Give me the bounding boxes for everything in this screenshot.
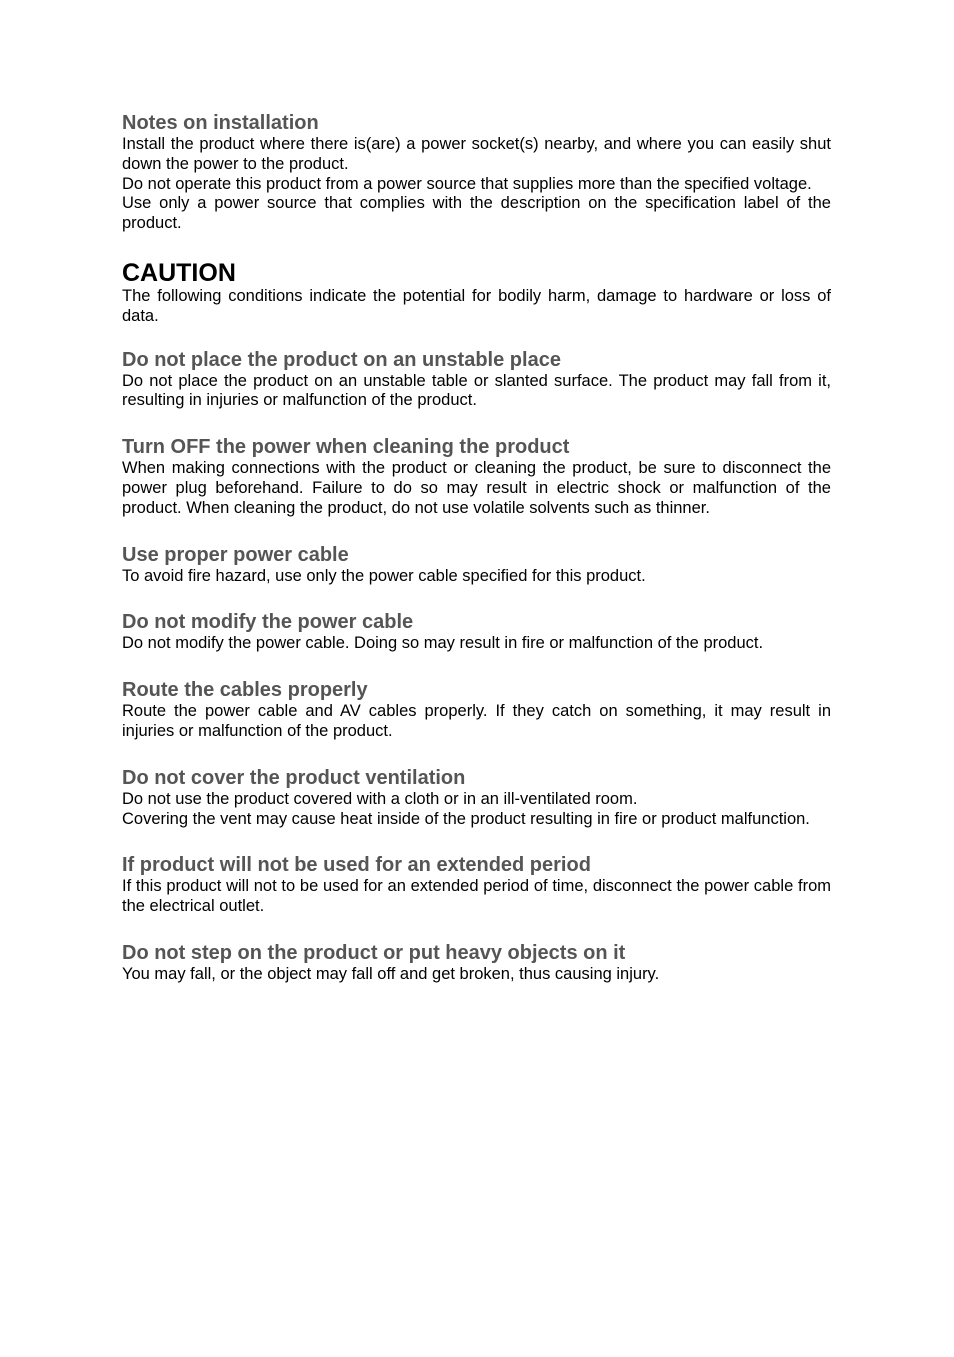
section-heading: If product will not be used for an extended period: [122, 854, 591, 877]
caution-section: [122, 259, 831, 327]
caution-heading: CAUTION: [122, 258, 236, 287]
section-heading: Do not step on the product or put heavy objects on it: [122, 941, 626, 964]
section-power-off-cleaning: [122, 436, 831, 518]
section-paragraph: To avoid fire hazard, use only the power cable specified for this product.: [122, 566, 646, 585]
notes-heading: Notes on installation: [122, 112, 319, 134]
section-unstable-place: [122, 349, 831, 412]
section-paragraph: You may fall, or the object may fall off and get broken, thus causing injury.: [122, 964, 660, 983]
notes-paragraph: Use only a power source that complies with the description on the specification label of the product.: [122, 194, 831, 233]
section-heading: Use proper power cable: [122, 543, 349, 566]
notes-paragraph: Do not operate this product from a power source that supplies more than the specified voltage.: [122, 174, 812, 193]
section-paragraph: Route the power cable and AV cables properly. If they catch on something, it may result in injuries or malfunction of the product.: [122, 702, 831, 740]
section-heavy-objects: [122, 942, 831, 985]
section-paragraph: Do not modify the power cable. Doing so may result in fire or malfunction of the product.: [122, 634, 764, 653]
section-paragraph: Do not place the product on an unstable table or slanted surface. The product may fall from it, resulting in injuries or malfunction of the product.: [122, 371, 831, 410]
section-heading: Do not place the product on an unstable place: [122, 348, 561, 371]
section-paragraph: Do not use the product covered with a cloth or in an ill-ventilated room.: [122, 789, 638, 808]
section-paragraph: When making connections with the product or cleaning the product, be sure to disconnect the power plug beforehand. Failure to do so may result in electric shock or malfunction of the product. When cleaning the product, do not use volatile solvents such as thinner.: [122, 459, 831, 517]
section-heading: Do not modify the power cable: [122, 611, 414, 634]
notes-section: [122, 112, 831, 234]
caution-intro: The following conditions indicate the potential for bodily harm, damage to hardware or loss of data.: [122, 286, 831, 325]
document-page: [122, 112, 831, 985]
section-route-cables: [122, 679, 831, 742]
section-heading: Turn OFF the power when cleaning the product: [122, 436, 570, 459]
notes-paragraph: Install the product where there is(are) a power socket(s) nearby, and where you can easily shut down the power to the product.: [122, 135, 831, 173]
section-extended-period: [122, 854, 831, 917]
section-heading: Do not cover the product ventilation: [122, 766, 466, 789]
section-heading: Route the cables properly: [122, 679, 368, 702]
section-proper-power-cable: [122, 544, 831, 587]
section-paragraph: If this product will not to be used for an extended period of time, disconnect the power cable from the electrical outlet.: [122, 877, 831, 916]
section-paragraph: Covering the vent may cause heat inside of the product resulting in fire or product malfunction.: [122, 809, 810, 828]
section-modify-power-cable: [122, 611, 831, 654]
section-ventilation: [122, 767, 831, 830]
